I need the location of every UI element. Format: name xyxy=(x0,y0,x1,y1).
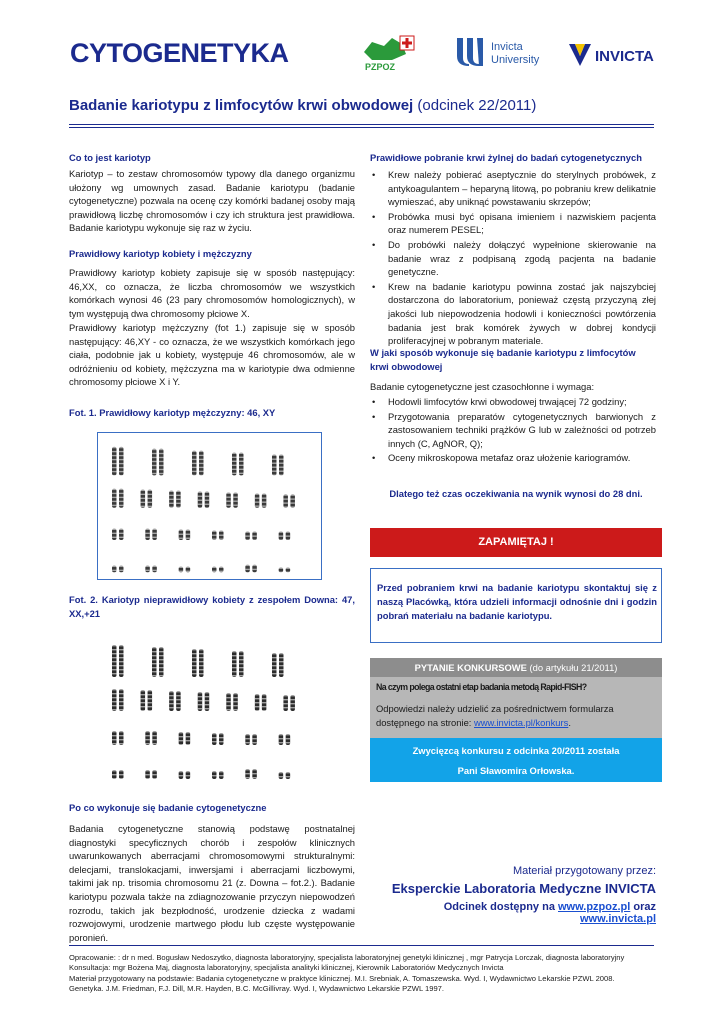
contest-answer: Odpowiedzi należy udzielić za pośrednictwem formularza dostępnego na stronie: www.invicta.pl/konkurs. xyxy=(376,703,614,728)
figure-1-caption: Fot. 1. Prawidłowy kariotyp mężczyzny: 46, XY xyxy=(69,407,276,418)
remember-text: Przed pobraniem krwi na badanie kariotypu skontaktuj się z naszą Placówką, która udzieli informacji odnośnie dni i godzin pobrań materiału na badanie kariotypu. xyxy=(377,582,657,621)
list-item: • Probówka musi być opisana imieniem i nazwiskiem pacjenta oraz numerem PESEL; xyxy=(370,210,656,237)
remember-box xyxy=(370,568,662,643)
page-title: CYTOGENETYKA xyxy=(70,38,289,68)
waiting-time-note: Dlatego też czas oczekiwania na wynik wynosi do 28 dni. xyxy=(389,488,643,499)
pzpoz-logo xyxy=(362,34,418,70)
list-blood-collection xyxy=(370,168,656,348)
header-divider xyxy=(69,124,654,125)
winner-line-1: Zwycięzcą konkursu z odcinka 20/2011 została xyxy=(412,745,620,756)
invicta-university-line2: University xyxy=(491,54,540,66)
paragraph-male-karyotype: Prawidłowy kariotyp mężczyzny (fot 1.) zapisuje się w sposób następujący: 46,XY - co oznacza, że we wszystkich komórkach jego ciała, podobnie jak u kobiety, występuje 46 chromosomów, ale w odróżnieniu od kobiety, mężczyzna ma w kariotypie dwa odmienne chromosomy płciowe X i Y. xyxy=(69,322,355,388)
heading-blood-collection: Prawidłowe pobranie krwi żylnej do badań cytogenetycznych xyxy=(370,152,642,163)
heading-why-cytogenetic: Po co wykonuje się badanie cytogenetyczne xyxy=(69,802,267,813)
article-subtitle: Badanie kariotypu z limfocytów krwi obwodowej (odcinek 22/2011) xyxy=(69,97,537,114)
list-item: • Przygotowania preparatów cytogenetycznych barwionych z zastosowaniem techniki prążków G lub w zależności od potrzeb innych (C, AgNOR, Q); xyxy=(370,410,656,451)
paragraph-karyotype-def: Kariotyp – to zestaw chromosomów typowy dla danego organizmu ułożony wg umownych zasad. Badanie kariotypu (badanie cytogenetyczne) pozwala na ocenę czy komórki badanej osoby mają prawidłową liczbę chromosomów i czy ich struktura jest prawidłowa. Badanie kariotypu wykonuje się raz w życiu. xyxy=(69,168,355,234)
list-item: • Hodowli limfocytów krwi obwodowej trwającej 72 godziny; xyxy=(370,395,656,409)
winner-line-2: Pani Sławomira Orłowska. xyxy=(457,765,575,776)
invicta-link[interactable]: www.invicta.pl xyxy=(580,913,656,925)
karyogram-down-syndrome-image xyxy=(98,633,321,788)
footer-consultation: Konsultacja: mgr Bożena Maj, diagnosta laboratoryjny, specjalista analityki klinicznej, Kierownik Laboratoriów Medycznych Invicta xyxy=(69,963,504,972)
footer-source-1: Materiał przygotowany na podstawie: Badania cytogenetyczne w praktyce klinicznej. M.I. Srebniak, A. Tomaszewska. Wyd. I, Wydawnictwo Lekarskie PZWL 2008. xyxy=(69,974,615,983)
invicta-logo-text: INVICTA xyxy=(595,48,654,65)
invicta-university-logo xyxy=(455,36,555,70)
paragraph-female-karyotype: Prawidłowy kariotyp kobiety zapisuje się w sposób następujący: 46,XX, co oznacza, że liczba chromosomów we wszystkich komórkach wynosi 46 (23 pary chromosomów homologicznych), w tym występują dwa chromosomy płciowe X. xyxy=(69,267,355,319)
footer-authors: Opracowanie: : dr n med. Bogusław Nedoszytko, diagnosta laboratoryjny, specjalista laboratoryjnej genetyki klinicznej , mgr Patrycja Lorczak, diagnosta laboratoryjny xyxy=(69,953,625,962)
list-item: • Krew należy pobierać aseptycznie do sterylnych probówek, z antykoagulantem – heparyną litową, po pobraniu krew delikatnie wymieszać, aby uniknąć powstawaniu skrzepów; xyxy=(370,168,656,209)
header-divider-second xyxy=(69,127,654,128)
invicta-university-line1: Invicta xyxy=(491,41,523,53)
pzpoz-link[interactable]: www.pzpoz.pl xyxy=(558,901,631,913)
footer-divider xyxy=(69,945,654,946)
paragraph-how-intro: Badanie cytogenetyczne jest czasochłonne i wymaga: xyxy=(370,381,595,392)
heading-what-is-karyotype: Co to jest kariotyp xyxy=(69,152,151,163)
contest-box xyxy=(370,658,662,738)
list-item: • Krew na badanie kariotypu powinna zostać jak najszybciej dostarczona do laboratorium, ponieważ częstą przyczyną złej jakości lub niepowodzenia hodowli i konieczności powtórzenia badania jest brak komórek żywych w dobrej kondycji proliferacyjnej w pobranym materiale. xyxy=(370,280,656,348)
heading-normal-karyotype: Prawidłowy kariotyp kobiety i mężczyzny xyxy=(69,248,252,259)
heading-how-performed: W jaki sposób wykonuje się badanie kariotypu z limfocytów krwi obwodowej xyxy=(370,347,636,372)
figure-1-karyogram xyxy=(97,432,322,580)
winner-box xyxy=(370,738,662,782)
list-item: • Oceny mikroskopowa metafaz oraz ułożenie kariogramów. xyxy=(370,451,656,465)
contest-link[interactable]: www.invicta.pl/konkurs xyxy=(474,716,569,728)
footer-source-2: Genetyka. J.M. Friedman, F.J. Dill, M.R. Hayden, B.C. McGillivray. Wyd. I, Wydawnictwo Lekarskie PZWL 1997. xyxy=(69,984,445,993)
figure-2-karyogram xyxy=(97,632,322,789)
karyogram-normal-male-image xyxy=(98,433,321,579)
remember-banner: ZAPAMIĘTAJ ! xyxy=(370,528,662,557)
paragraph-why-cytogenetic: Badania cytogenetyczne stanowią podstawę postnatalnej diagnostyki specyficznych chorób i zespołów klinicznych uwarunkowanych aberracjami chromosomowymi strukturalnymi: delecjami, translokacjami, inwersjami i aberracjami liczbowymi, takimi jak np. trisomia chromosomu 21 (z. Downa – fot.2.). Badanie kariotypu pozwala także na zdiagnozowanie przyczyn niepowodzeń rozrodu, takich jak bezpłodność, urodzenie dziecka z wadami rozwojowymi, urodzenie martwego płodu lub częste występowanie poronień. xyxy=(69,823,355,943)
pzpoz-logo-text: PZPOZ xyxy=(365,62,396,72)
prepared-by: Materiał przygotowany przez: xyxy=(512,865,656,877)
lab-name: Eksperckie Laboratoria Medyczne INVICTA xyxy=(391,881,656,896)
figure-2-caption: Fot. 2. Kariotyp nieprawidłowy kobiety z zespołem Downa: 47, XX,+21 xyxy=(69,594,355,619)
list-item: • Do probówki należy dołączyć wypełnione skierowanie na badanie wraz z podpisaną zgodą pacjenta na badanie genetyczne. xyxy=(370,238,656,279)
available-at: Odcinek dostępny na www.pzpoz.pl oraz www.invicta.pl xyxy=(443,901,656,925)
contest-question: Na czym polega ostatni etap badania metodą Rapid-FISH? xyxy=(376,682,587,692)
invicta-logo xyxy=(567,40,667,70)
contest-header: PYTANIE KONKURSOWE (do artykułu 21/2011) xyxy=(370,658,662,677)
list-how-performed xyxy=(370,395,656,465)
